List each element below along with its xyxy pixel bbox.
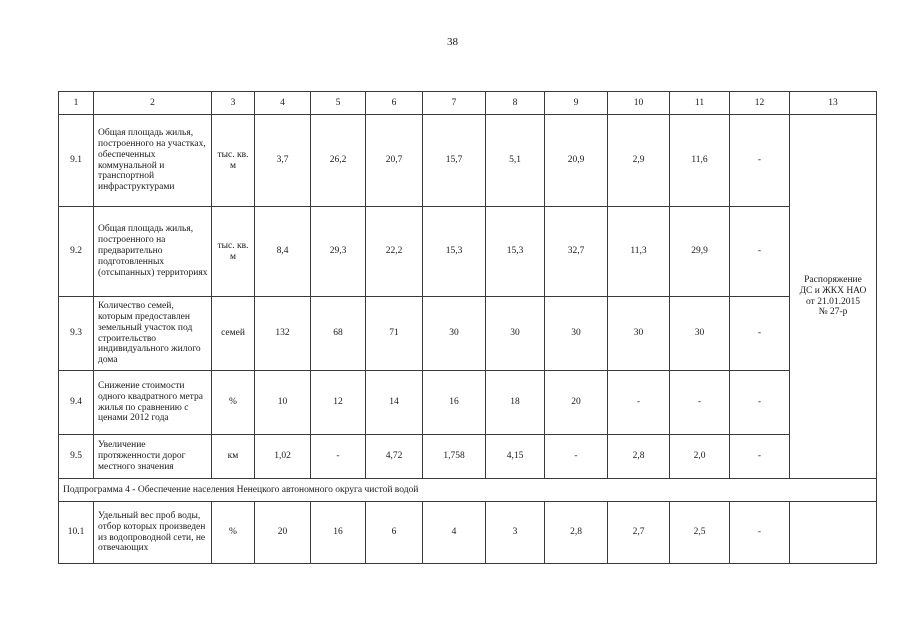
legal-basis-line: № 27-р (818, 307, 848, 318)
value-cell: 15,3 (486, 207, 545, 297)
value-cell: 16 (311, 502, 366, 564)
value-cell: 16 (423, 371, 486, 435)
row-number: 10.1 (59, 502, 94, 564)
table-row (59, 371, 877, 435)
value-cell: 20,9 (545, 115, 608, 207)
value-cell: 68 (311, 297, 366, 371)
unit-cell: км (212, 435, 255, 479)
row-number: 9.4 (59, 371, 94, 435)
header-row (59, 92, 877, 115)
header-cell: 13 (790, 92, 877, 115)
value-cell: 22,2 (366, 207, 423, 297)
header-cell: 2 (94, 92, 212, 115)
header-cell: 7 (423, 92, 486, 115)
value-cell: - (608, 371, 670, 435)
indicator-name: Увеличение протяженности дорог местного значения (94, 435, 212, 479)
value-cell: - (545, 435, 608, 479)
legal-basis-cell (790, 115, 877, 479)
row-number: 9.1 (59, 115, 94, 207)
value-cell: - (730, 115, 790, 207)
row-number: 9.3 (59, 297, 94, 371)
header-cell: 9 (545, 92, 608, 115)
unit-cell: тыс. кв. м (212, 115, 255, 207)
value-cell: 5,1 (486, 115, 545, 207)
header-cell: 1 (59, 92, 94, 115)
unit-cell: семей (212, 297, 255, 371)
value-cell: 20,7 (366, 115, 423, 207)
header-cell: 12 (730, 92, 790, 115)
value-cell: 11,3 (608, 207, 670, 297)
value-cell: 20 (255, 502, 311, 564)
value-cell: - (670, 371, 730, 435)
page-number: 38 (447, 36, 458, 48)
value-cell: 15,7 (423, 115, 486, 207)
value-cell: 15,3 (423, 207, 486, 297)
value-cell: 29,3 (311, 207, 366, 297)
row-number: 9.2 (59, 207, 94, 297)
header-cell: 5 (311, 92, 366, 115)
value-cell: 30 (423, 297, 486, 371)
row-number: 9.5 (59, 435, 94, 479)
value-cell: 1,02 (255, 435, 311, 479)
value-cell: 71 (366, 297, 423, 371)
table-row (59, 297, 877, 371)
header-cell: 8 (486, 92, 545, 115)
legal-basis-line: ДС и ЖКХ НАО (799, 285, 867, 296)
unit-cell: % (212, 502, 255, 564)
table-row (59, 207, 877, 297)
value-cell: 8,4 (255, 207, 311, 297)
subprogram-row (59, 479, 877, 502)
value-cell: 20 (545, 371, 608, 435)
unit-cell: % (212, 371, 255, 435)
indicator-name: Общая площадь жилья, построенного на предварительно подготовленных (отсыпанных) территориях (94, 207, 212, 297)
value-cell: 4,15 (486, 435, 545, 479)
indicator-name: Удельный вес проб воды, отбор которых произведен из водопроводной сети, не отвечающих (94, 502, 212, 564)
header-cell: 4 (255, 92, 311, 115)
value-cell: 11,6 (670, 115, 730, 207)
value-cell: 30 (486, 297, 545, 371)
header-cell: 3 (212, 92, 255, 115)
value-cell: - (730, 435, 790, 479)
table-row (59, 502, 877, 564)
subprogram-title: Подпрограмма 4 - Обеспечение населения Ненецкого автономного округа чистой водой (59, 479, 877, 502)
value-cell: 1,758 (423, 435, 486, 479)
legal-basis-line: Распоряжение (804, 274, 862, 285)
value-cell: - (730, 502, 790, 564)
value-cell: 2,0 (670, 435, 730, 479)
value-cell: 3,7 (255, 115, 311, 207)
table-row (59, 115, 877, 207)
value-cell: 12 (311, 371, 366, 435)
value-cell: 30 (670, 297, 730, 371)
value-cell: 2,7 (608, 502, 670, 564)
header-cell: 6 (366, 92, 423, 115)
value-cell: 6 (366, 502, 423, 564)
value-cell: 2,9 (608, 115, 670, 207)
indicators-table (58, 91, 877, 564)
value-cell: 14 (366, 371, 423, 435)
value-cell: 3 (486, 502, 545, 564)
unit-cell: тыс. кв. м (212, 207, 255, 297)
value-cell: 30 (608, 297, 670, 371)
value-cell: 30 (545, 297, 608, 371)
indicator-name: Количество семей, которым предоставлен земельный участок под строительство индивидуального жилого дома (94, 297, 212, 371)
value-cell: - (730, 297, 790, 371)
value-cell: 4,72 (366, 435, 423, 479)
indicator-name: Снижение стоимости одного квадратного метра жилья по сравнению с ценами 2012 года (94, 371, 212, 435)
value-cell: - (730, 371, 790, 435)
table-row (59, 435, 877, 479)
indicator-name: Общая площадь жилья, построенного на участках, обеспеченных коммунальной и транспортной инфраструктурами (94, 115, 212, 207)
value-cell: 2,5 (670, 502, 730, 564)
empty-cell (790, 502, 877, 564)
value-cell: 4 (423, 502, 486, 564)
value-cell: 32,7 (545, 207, 608, 297)
legal-basis-line: от 21.01.2015 (806, 296, 860, 307)
value-cell: - (311, 435, 366, 479)
value-cell: 132 (255, 297, 311, 371)
value-cell: 29,9 (670, 207, 730, 297)
value-cell: 2,8 (545, 502, 608, 564)
value-cell: 18 (486, 371, 545, 435)
value-cell: 2,8 (608, 435, 670, 479)
header-cell: 11 (670, 92, 730, 115)
header-cell: 10 (608, 92, 670, 115)
value-cell: - (730, 207, 790, 297)
value-cell: 10 (255, 371, 311, 435)
value-cell: 26,2 (311, 115, 366, 207)
